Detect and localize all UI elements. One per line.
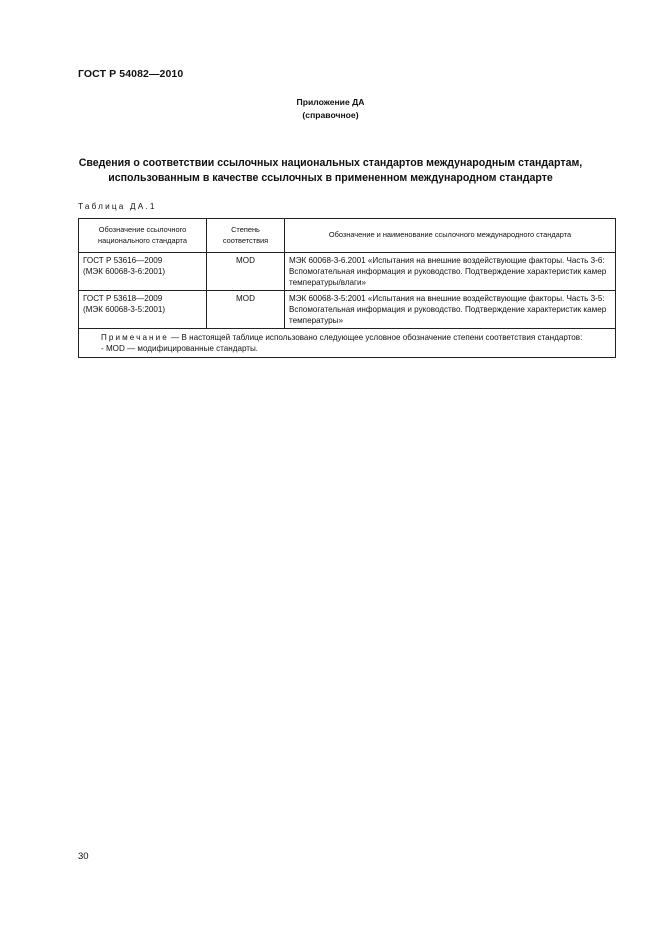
table-note: [79, 329, 616, 358]
header-international-standard: Обозначение и наименование ссылочного международного стандарта: [285, 219, 616, 253]
international-standard-cell: МЭК 60068-3-6.2001 «Испытания на внешние воздействующие факторы. Часть 3-6: Вспомогательная информация и руководство. Подтверждение характеристик камер температуры/влаги»: [285, 253, 616, 291]
national-standard-ref: (МЭК 60068-3-5:2001): [83, 305, 166, 314]
national-standard-code: ГОСТ Р 53618—2009: [83, 294, 163, 303]
degree-cell: MOD: [207, 253, 285, 291]
note-text: — В настоящей таблице использовано следующее условное обозначение степени соответствия стандартов:: [168, 333, 583, 342]
table-caption: Таблица ДА.1: [78, 202, 157, 211]
table-note-row: [79, 329, 616, 358]
correspondence-table: [78, 218, 616, 358]
note-label: Примечание: [101, 333, 169, 342]
header-national-standard: Обозначение ссылочного национального стандарта: [79, 219, 207, 253]
national-standard-cell: [79, 291, 207, 329]
national-standard-ref: (МЭК 60068-3-6:2001): [83, 267, 166, 276]
international-standard-cell: МЭК 60068-3-5:2001 «Испытания на внешние воздействующие факторы. Часть 3-5: Вспомогательная информация и руководство. Подтверждение характеристик камер температуры»: [285, 291, 616, 329]
table-row: [79, 253, 616, 291]
header-degree: Степень соответствия: [207, 219, 285, 253]
annex-subtitle: (справочное): [302, 110, 359, 120]
annex-heading: [0, 96, 661, 122]
section-title-line2: использованным в качестве ссылочных в примененном международном стандарте: [108, 172, 553, 184]
national-standard-code: ГОСТ Р 53616—2009: [83, 256, 163, 265]
degree-cell: MOD: [207, 291, 285, 329]
table-header-row: [79, 219, 616, 253]
section-title: [70, 156, 591, 186]
annex-title: Приложение ДА: [296, 97, 365, 107]
national-standard-cell: [79, 253, 207, 291]
document-code: ГОСТ Р 54082—2010: [78, 68, 184, 80]
note-item: - MOD — модифицированные стандарты.: [101, 344, 259, 353]
section-title-line1: Сведения о соответствии ссылочных национальных стандартов международным стандартам,: [78, 157, 583, 169]
page-number: 30: [78, 851, 89, 862]
table-row: [79, 291, 616, 329]
